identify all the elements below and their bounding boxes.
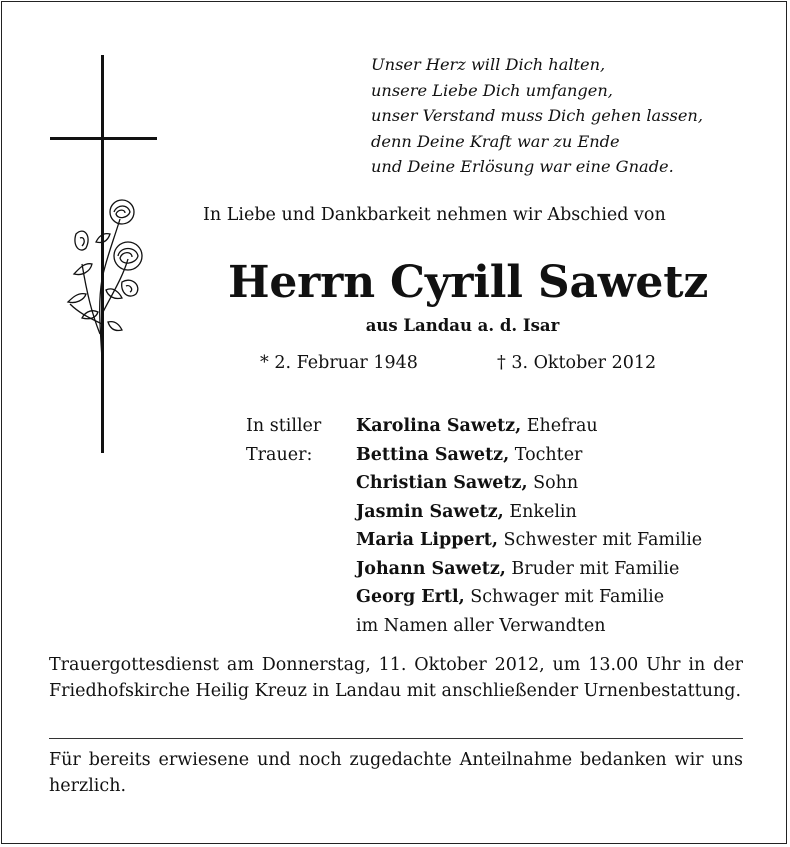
mourning-label-line: Trauer: xyxy=(246,444,313,465)
poem-line: denn Deine Kraft war zu Ende xyxy=(371,131,620,151)
mourner-relation: Ehefrau xyxy=(521,416,598,436)
mourner-relation: Schwager mit Familie xyxy=(464,587,665,607)
mourner-relation: Bruder mit Familie xyxy=(505,558,680,579)
poem-line: Unser Herz will Dich halten, xyxy=(371,55,606,74)
thanks-text: Für bereits erwiesene und noch zugedachte Anteilnahme bedanken wir uns herzlich. xyxy=(49,750,743,796)
mourner-row xyxy=(356,469,702,498)
mourner-row xyxy=(356,583,702,612)
death-date: † 3. Oktober 2012 xyxy=(497,353,657,373)
poem-line: und Deine Erlösung war eine Gnade. xyxy=(371,157,674,177)
mourner-name: Maria Lippert, xyxy=(356,530,498,550)
poem-line: unser Verstand muss Dich gehen lassen, xyxy=(371,106,703,126)
mourner-row xyxy=(356,498,702,527)
mourner-relation: Sohn xyxy=(527,473,579,493)
mourner-name: Bettina Sawetz, xyxy=(356,444,510,465)
hometown: aus Landau a. d. Isar xyxy=(365,316,560,335)
mourner-relation: Schwester mit Familie xyxy=(497,530,703,550)
mourner-row xyxy=(356,441,702,470)
mourner-row xyxy=(356,412,702,441)
mourner-name: Karolina Sawetz, xyxy=(356,416,522,436)
roses-icon xyxy=(62,194,152,364)
intro-text: In Liebe und Dankbarkeit nehmen wir Abschied von xyxy=(203,205,666,225)
mourner-name: Christian Sawetz, xyxy=(356,473,528,493)
divider xyxy=(49,738,743,739)
mourner-row xyxy=(356,526,702,555)
mourner-row xyxy=(356,555,702,584)
mourner-relation: Tochter xyxy=(509,444,583,465)
mourning-label-line: In stiller xyxy=(246,416,322,436)
poem xyxy=(371,52,703,180)
cross-horizontal-bar xyxy=(50,137,157,140)
mourner-name: Georg Ertl, xyxy=(356,587,465,607)
poem-line: unsere Liebe Dich umfangen, xyxy=(371,80,613,100)
mourner-name: Johann Sawetz, xyxy=(356,558,506,579)
mourner-relation: Enkelin xyxy=(503,501,577,522)
mourners-list xyxy=(356,412,702,640)
mourning-label xyxy=(246,412,321,469)
deceased-name: Herrn Cyrill Sawetz xyxy=(228,257,709,308)
funeral-service-text: Trauergottesdienst am Donnerstag, 11. Oktober 2012, um 13.00 Uhr in der Friedhofskirche Heilig Kreuz in Landau mit anschließender Urnenbestattung. xyxy=(49,655,743,701)
birth-date: * 2. Februar 1948 xyxy=(260,353,418,373)
relatives-line: im Namen aller Verwandten xyxy=(356,615,606,636)
mourner-name: Jasmin Sawetz, xyxy=(356,501,504,522)
